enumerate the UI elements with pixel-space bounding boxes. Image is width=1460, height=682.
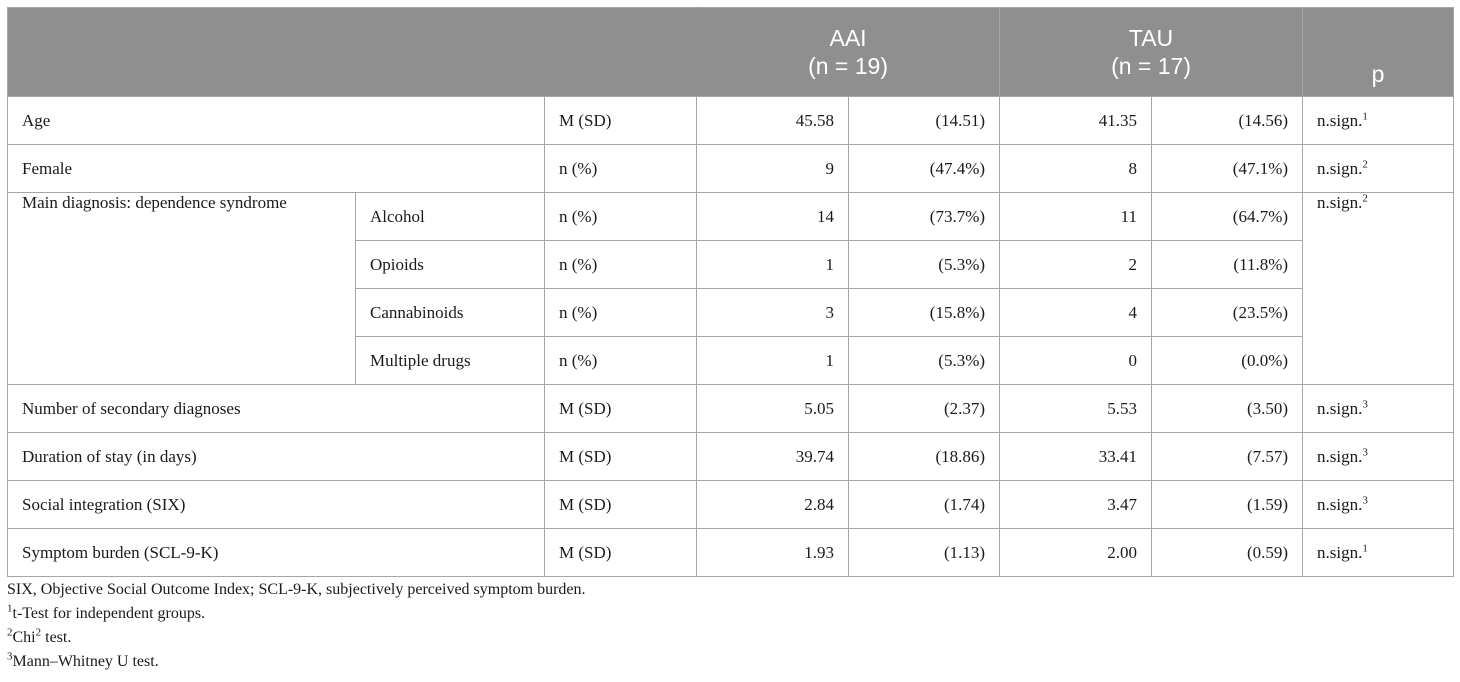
row-label: Female: [8, 145, 545, 193]
aai-value: 9: [697, 145, 849, 193]
tau-spread: (11.8%): [1152, 241, 1303, 289]
row-label: Social integration (SIX): [8, 481, 545, 529]
aai-value: 1: [697, 337, 849, 385]
header-aai: [697, 8, 1000, 97]
tau-spread: (7.57): [1152, 433, 1303, 481]
sub-label: Opioids: [356, 241, 545, 289]
header-tau: [1000, 8, 1303, 97]
row-stat: n (%): [545, 241, 697, 289]
footnote-1: [7, 602, 586, 626]
sub-label: Multiple drugs: [356, 337, 545, 385]
header-blank: [8, 8, 697, 97]
row-label: Number of secondary diagnoses: [8, 385, 545, 433]
footnote-marker: 3: [1362, 445, 1368, 458]
aai-value: 14: [697, 193, 849, 241]
tau-value: 3.47: [1000, 481, 1152, 529]
aai-spread: (15.8%): [849, 289, 1000, 337]
tau-spread: (0.59): [1152, 529, 1303, 577]
sub-label: Alcohol: [356, 193, 545, 241]
p-value: [1303, 145, 1454, 193]
tau-spread: (64.7%): [1152, 193, 1303, 241]
aai-spread: (18.86): [849, 433, 1000, 481]
header-tau-label: TAU: [1128, 25, 1174, 51]
table-row: [8, 193, 1454, 241]
tau-value: 4: [1000, 289, 1152, 337]
row-label: Symptom burden (SCL-9-K): [8, 529, 545, 577]
p-value: [1303, 433, 1454, 481]
table-row: [8, 97, 1454, 145]
tau-value: 2.00: [1000, 529, 1152, 577]
tau-spread: (47.1%): [1152, 145, 1303, 193]
footnote-marker: 2: [1362, 157, 1368, 170]
p-value: [1303, 385, 1454, 433]
footnote-text: Mann–Whitney U test.: [12, 653, 159, 670]
p-value: [1303, 529, 1454, 577]
p-text: n.sign.: [1317, 494, 1363, 514]
aai-spread: (47.4%): [849, 145, 1000, 193]
footnote-marker: 3: [1362, 493, 1368, 506]
aai-spread: (5.3%): [849, 337, 1000, 385]
footnote-marker: 3: [7, 650, 13, 663]
tau-spread: (3.50): [1152, 385, 1303, 433]
table-row: [8, 433, 1454, 481]
header-p: p: [1303, 8, 1454, 97]
footnote-text: test.: [41, 629, 72, 646]
tau-value: 2: [1000, 241, 1152, 289]
row-stat: M (SD): [545, 97, 697, 145]
tau-spread: (23.5%): [1152, 289, 1303, 337]
tau-value: 11: [1000, 193, 1152, 241]
tau-value: 5.53: [1000, 385, 1152, 433]
row-stat: n (%): [545, 337, 697, 385]
sub-label: Cannabinoids: [356, 289, 545, 337]
diagnosis-group-label: Main diagnosis: dependence syndrome: [8, 193, 356, 385]
tau-spread: (0.0%): [1152, 337, 1303, 385]
aai-value: 5.05: [697, 385, 849, 433]
footnote-marker: 1: [1362, 541, 1368, 554]
header-aai-n: (n = 19): [808, 53, 888, 79]
abbreviation-note: SIX, Objective Social Outcome Index; SCL-9-K, subjectively perceived symptom burden.: [7, 581, 586, 598]
footnote-3: [7, 650, 586, 674]
aai-spread: (2.37): [849, 385, 1000, 433]
p-text: n.sign.: [1317, 193, 1363, 212]
aai-spread: (1.13): [849, 529, 1000, 577]
footnote-marker: 1: [1362, 109, 1368, 122]
aai-value: 3: [697, 289, 849, 337]
aai-spread: (5.3%): [849, 241, 1000, 289]
p-text: n.sign.: [1317, 158, 1363, 178]
row-stat: M (SD): [545, 529, 697, 577]
row-stat: M (SD): [545, 481, 697, 529]
aai-spread: (1.74): [849, 481, 1000, 529]
footnote-text: t-Test for independent groups.: [12, 605, 206, 622]
aai-value: 1.93: [697, 529, 849, 577]
aai-value: 45.58: [697, 97, 849, 145]
aai-spread: (14.51): [849, 97, 1000, 145]
aai-value: 2.84: [697, 481, 849, 529]
row-stat: M (SD): [545, 433, 697, 481]
header-aai-label: AAI: [829, 25, 867, 51]
tau-value: 8: [1000, 145, 1152, 193]
p-text: n.sign.: [1317, 542, 1363, 562]
p-text: n.sign.: [1317, 446, 1363, 466]
aai-value: 1: [697, 241, 849, 289]
row-stat: n (%): [545, 145, 697, 193]
tau-value: 33.41: [1000, 433, 1152, 481]
footnote-2: [7, 626, 586, 650]
p-text: n.sign.: [1317, 398, 1363, 418]
table-row: [8, 481, 1454, 529]
aai-spread: (73.7%): [849, 193, 1000, 241]
table-footnotes: [7, 578, 586, 674]
tau-spread: (14.56): [1152, 97, 1303, 145]
table-row: [8, 385, 1454, 433]
demographics-table: [7, 7, 1454, 577]
header-tau-n: (n = 17): [1111, 53, 1191, 79]
footnote-marker: 2: [1362, 192, 1368, 205]
row-stat: n (%): [545, 289, 697, 337]
p-text: n.sign.: [1317, 110, 1363, 130]
row-label: Duration of stay (in days): [8, 433, 545, 481]
p-value: [1303, 481, 1454, 529]
tau-value: 41.35: [1000, 97, 1152, 145]
footnote-marker: 1: [7, 602, 13, 615]
aai-value: 39.74: [697, 433, 849, 481]
tau-spread: (1.59): [1152, 481, 1303, 529]
row-label: Age: [8, 97, 545, 145]
footnote-text: Chi: [12, 629, 36, 646]
footnote-marker: 2: [7, 626, 13, 639]
row-stat: n (%): [545, 193, 697, 241]
footnote-exponent: 2: [35, 626, 42, 639]
table-row: [8, 145, 1454, 193]
table-header-row: [8, 8, 1454, 97]
row-stat: M (SD): [545, 385, 697, 433]
p-value: [1303, 97, 1454, 145]
footnote-marker: 3: [1362, 397, 1368, 410]
p-value: [1303, 193, 1454, 385]
tau-value: 0: [1000, 337, 1152, 385]
table-row: [8, 529, 1454, 577]
